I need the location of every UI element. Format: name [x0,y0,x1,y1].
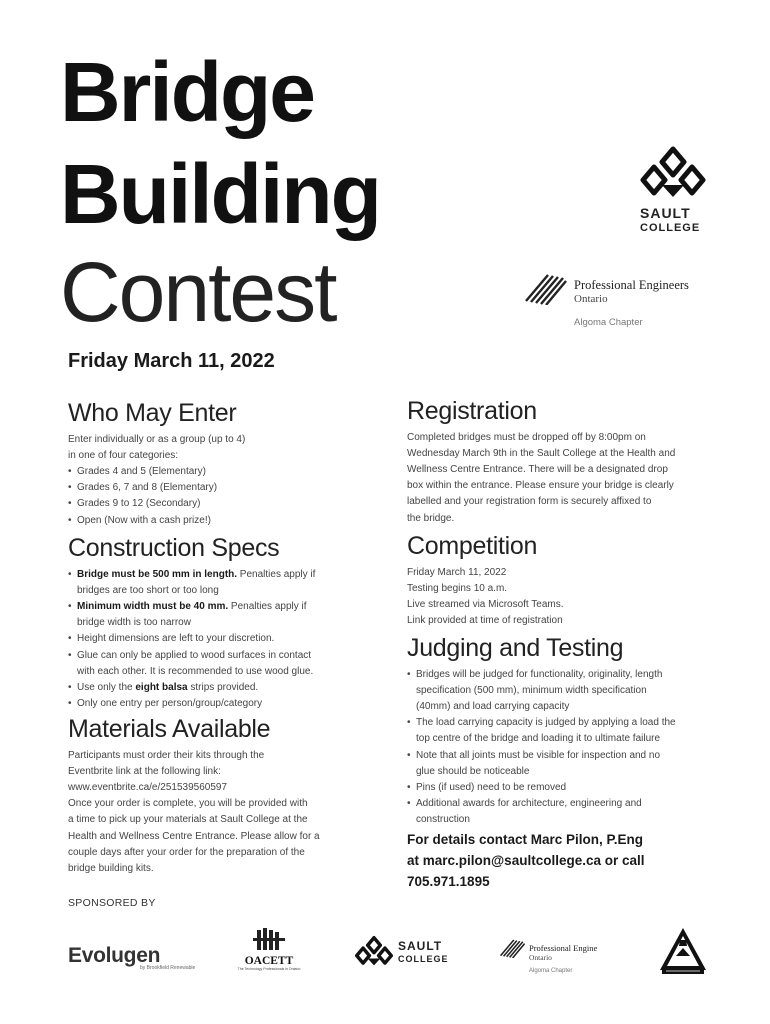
judging-line: Pins (if used) need to be removed [416,781,567,793]
peo-sponsor-line1: Professional Engine [529,943,598,953]
title-line-3: Contest [60,245,336,339]
judging-line: glue should be noticeable [416,765,530,777]
list-item: • Grades 4 and 5 (Elementary) [68,464,388,480]
materials-section [68,716,388,877]
spec-length-rest: Penalties apply if [237,568,316,580]
engineering-crest-logo [656,926,710,976]
sault-college-emblem-icon [355,934,393,968]
contact-section [407,829,737,892]
registration-line: Wellness Centre Entrance. There will be a designated drop [407,463,668,475]
competition-heading: Competition [407,532,538,560]
oacett-emblem-icon [251,928,287,950]
sault-college-emblem-icon [640,145,706,199]
registration-line: Wednesday March 9th in the Sault College at the Health and [407,447,676,459]
materials-line: Once your order is complete, you will be provided with [68,798,308,810]
sponsored-by-label: SPONSORED BY [68,897,156,909]
judging-section [407,635,727,829]
oacett-subtext: The Technology Professionals in Ontario [237,967,301,971]
spec-balsa-pre: Use only the [77,681,136,693]
list-item: • Height dimensions are left to your discretion. [68,631,388,647]
college-name-line2: COLLEGE [640,222,701,234]
event-date: Friday March 11, 2022 [68,350,275,372]
sault-college-logo [640,145,708,236]
spec-width-line2: bridge width is too narrow [77,617,191,629]
construction-specs-section [68,535,388,712]
eventbrite-link[interactable]: www.eventbrite.ca/e/251539560597 [68,781,228,793]
who-may-enter-intro-2: in one of four categories: [68,449,179,461]
list-item: • Grades 6, 7 and 8 (Elementary) [68,480,388,496]
oacett-wordmark: OACETT [244,955,294,967]
judging-line: construction [416,814,470,826]
engineering-crest-icon [656,926,710,976]
spec-balsa-bold: eight balsa [135,681,188,693]
spec-balsa-post: strips provided. [187,681,259,693]
judging-line: top centre of the bridge and loading it to ultimate failure [416,733,661,745]
registration-line: labelled and your registration form is securely affixed to [407,496,652,508]
materials-line: Eventbrite link at the following link: [68,765,221,777]
competition-line: Friday March 11, 2022 [407,566,507,578]
peo-sponsor-line2: Ontario [529,953,552,962]
peo-emblem-icon [522,265,568,305]
title-line-1: Bridge [60,45,315,139]
competition-section [407,533,727,629]
spec-length-bold: Bridge must be 500 mm in length. [77,568,238,580]
who-may-enter-intro-1: Enter individually or as a group (up to 4) [68,433,246,445]
evolugen-subtext: by Brookfield Renewable [140,965,196,971]
materials-line: a time to pick up your materials at Sault College at the [68,814,308,826]
materials-line: Health and Wellness Centre Entrance. Please allow for a [68,830,320,842]
contact-email[interactable]: at marc.pilon@saultcollege.ca or call [407,853,645,868]
peo-emblem-icon [498,934,526,958]
construction-specs-heading: Construction Specs [68,534,280,562]
peo-name-line2: Ontario [574,293,608,305]
judging-line: Additional awards for architecture, engineering and [416,798,642,810]
judging-line: specification (500 mm), minimum width specification [416,684,647,696]
registration-section [407,398,727,527]
who-may-enter-section [68,400,388,529]
spec-width-rest: Penalties apply if [228,600,307,612]
contact-line-1: For details contact Marc Pilon, P.Eng [407,832,644,847]
registration-line: box within the entrance. Please ensure your bridge is clearly [407,480,674,492]
list-item [68,567,388,599]
college-sponsor-line1: SAULT [398,939,443,953]
title-line-2: Building [60,147,380,241]
registration-heading: Registration [407,397,537,425]
evolugen-logo [68,944,218,980]
spec-glue-line1: Glue can only be applied to wood surfaces in contact [77,649,312,661]
list-item [407,667,727,716]
list-item: • Grades 9 to 12 (Secondary) [68,496,388,512]
list-item [407,748,727,780]
judging-line: The load carrying capacity is judged by applying a load the [416,717,676,729]
sault-college-sponsor-logo [355,934,455,974]
judging-line: Note that all joints must be visible for inspection and no [416,749,661,761]
list-item: • Only one entry per person/group/category [68,696,388,712]
registration-line: Completed bridges must be dropped off by 8:00pm on [407,431,646,443]
list-item [68,648,388,680]
list-item [68,599,388,631]
judging-line: Bridges will be judged for functionality, originality, length [416,668,663,680]
contact-phone[interactable]: 705.971.1895 [407,874,490,889]
competition-line: Live streamed via Microsoft Teams. [407,598,564,610]
materials-line: Participants must order their kits through the [68,749,265,761]
oacett-logo [235,928,303,978]
spec-width-bold: Minimum width must be 40 mm. [77,600,229,612]
competition-line: Link provided at time of registration [407,615,563,627]
judging-line: (40mm) and load carrying capacity [416,700,570,712]
spec-length-line2: bridges are too short or too long [77,584,219,596]
competition-line: Testing begins 10 a.m. [407,582,508,594]
peo-sponsor-line3: Algoma Chapter [529,968,573,974]
peo-chapter: Algoma Chapter [574,317,643,328]
category-list [68,464,388,529]
who-may-enter-heading: Who May Enter [68,399,237,427]
college-sponsor-line2: COLLEGE [398,954,449,964]
list-item [407,796,727,828]
materials-heading: Materials Available [68,715,271,743]
list-item [407,780,727,796]
specs-list [68,567,388,713]
materials-line: couple days after your order for the preparation of the [68,846,305,858]
list-item [407,715,727,747]
peo-name-line1: Professional Engineers [574,278,689,292]
college-name-line1: SAULT [640,205,691,221]
list-item: • Open (Now with a cash prize!) [68,513,388,529]
list-item [68,680,388,696]
peo-sponsor-logo [498,932,618,982]
judging-heading: Judging and Testing [407,634,624,662]
peo-logo [522,265,722,335]
evolugen-wordmark: Evolugen [68,944,161,967]
registration-line: the bridge. [407,512,455,524]
spec-glue-line2: with each other. It is recommended to use wood glue. [77,665,314,677]
materials-line: bridge building kits. [68,862,154,874]
judging-list [407,667,727,829]
